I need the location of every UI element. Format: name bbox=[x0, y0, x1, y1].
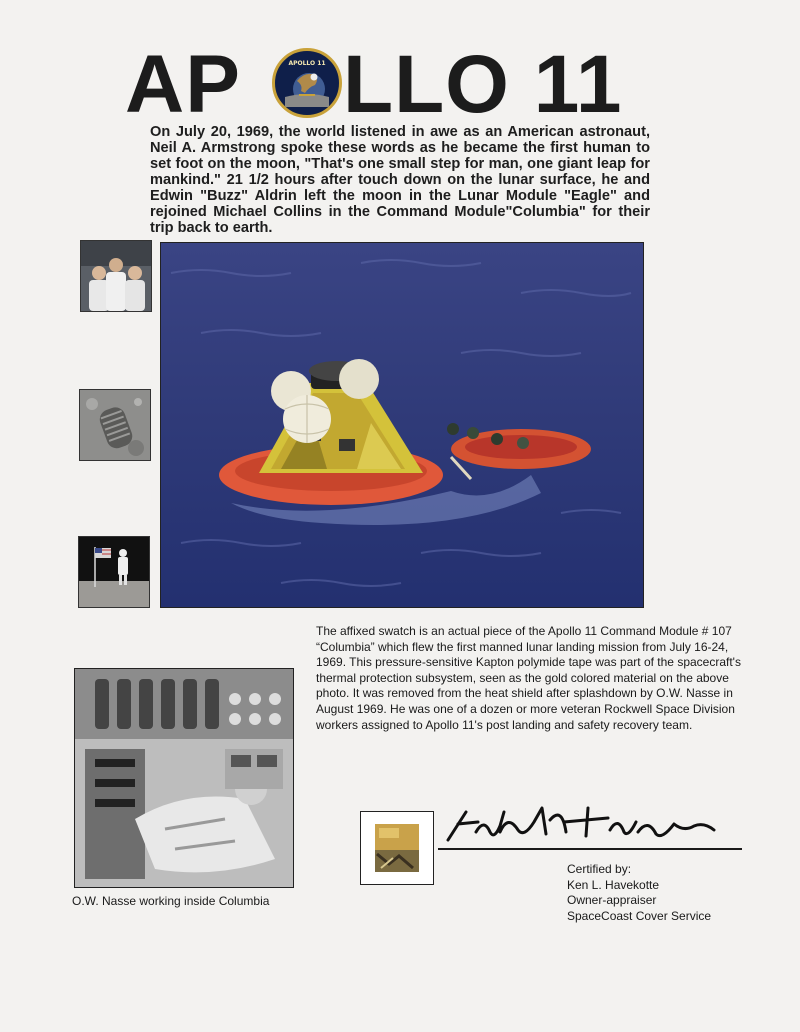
handwritten-signature bbox=[438, 792, 738, 862]
flag-on-moon-thumbnail bbox=[78, 536, 150, 608]
patch-text: APOLLO 11 bbox=[288, 60, 326, 67]
capsule-interior-photo bbox=[74, 668, 294, 888]
kapton-swatch bbox=[369, 820, 425, 876]
swatch-description: The affixed swatch is an actual piece of the Apollo 11 Command Module # 107 “Columbia” which flew the first manned lunar landing mission from July 16-24, 1969. This pressure-sensitive Kapton polymide tape was part of the spacecraft's thermal protection subsystem, seen as the gold colored material on the above photo. It was removed from the heat shield after splashdown by O.W. Nasse in August 1969. He was one of a dozen or more veteran Rockwell Space Division workers assigned to Apollo 11's post landing and safety recovery team. bbox=[316, 624, 741, 732]
title bbox=[120, 40, 660, 130]
interior-photo-caption: O.W. Nasse working inside Columbia bbox=[72, 894, 270, 908]
certifier-name: Ken L. Havekotte bbox=[567, 877, 660, 892]
title-right: LLO 11 bbox=[343, 39, 623, 130]
columbia-splashdown-photo bbox=[160, 242, 644, 608]
apollo-11-mission-patch bbox=[272, 48, 342, 118]
kapton-swatch-frame bbox=[360, 811, 434, 885]
title-left: AP bbox=[125, 39, 241, 130]
certification-block bbox=[567, 862, 711, 924]
signature-line bbox=[438, 848, 742, 850]
intro-paragraph: On July 20, 1969, the world listened in awe as an American astronaut, Neil A. Armstrong spoke these words as he became the first human to set foot on the moon, "That's one small step for man, one giant leap for mankind." 21 1/2 hours after touch down on the lunar surface, he and Edwin "Buzz" Aldrin left the moon in the Lunar Module "Eagle" and rejoined Michael Collins in the Command Module"Columbia" for their trip back to earth. bbox=[150, 124, 650, 236]
certifier-company: SpaceCoast Cover Service bbox=[567, 908, 712, 923]
crew-portrait-thumbnail bbox=[80, 240, 152, 312]
certified-by-label: Certified by: bbox=[567, 862, 632, 876]
certifier-title: Owner-appraiser bbox=[567, 893, 657, 907]
footprint-thumbnail bbox=[79, 389, 151, 461]
